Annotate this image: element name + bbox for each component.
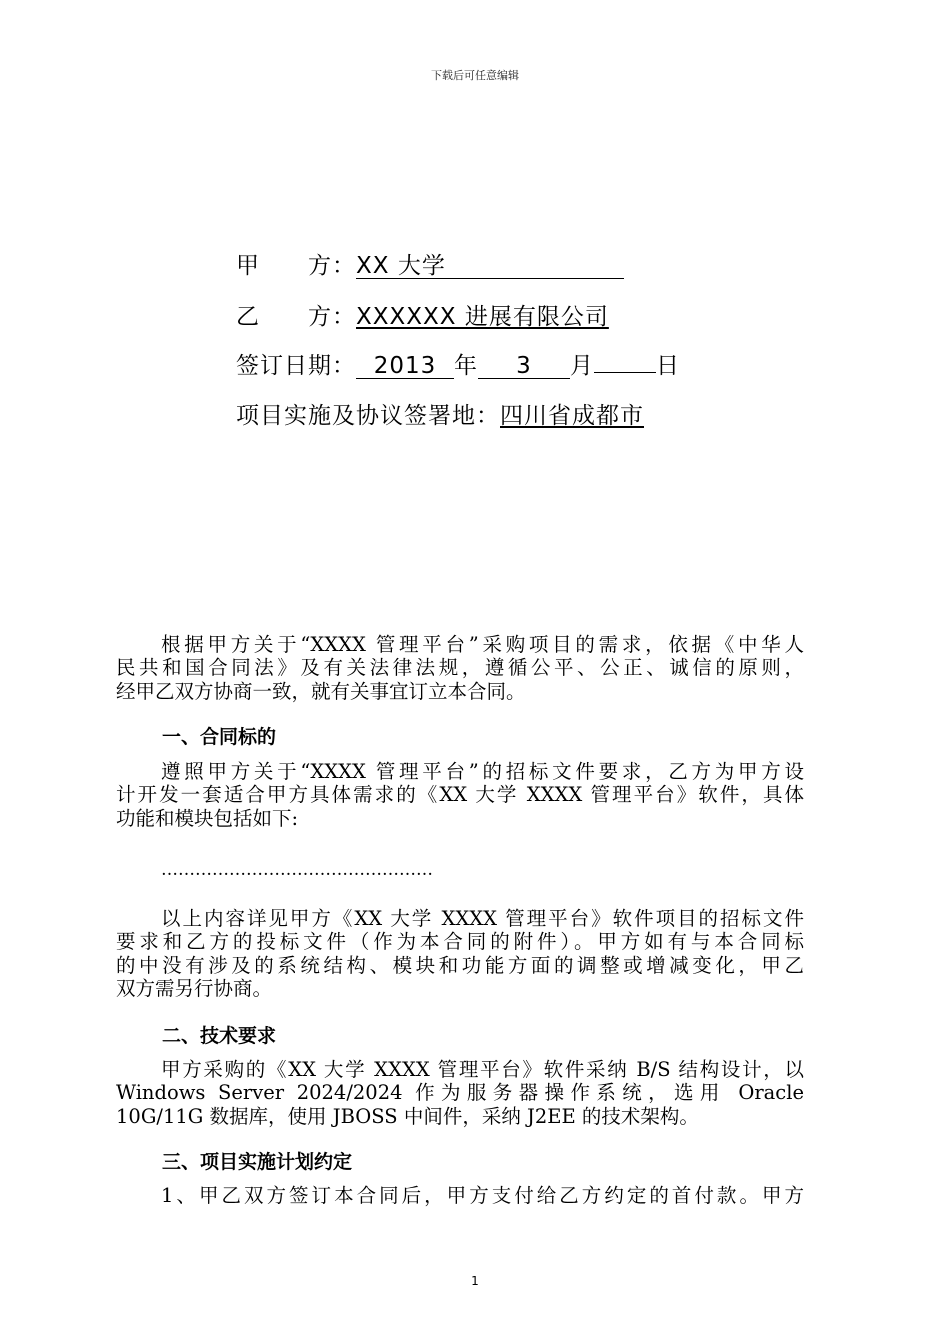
section-1-line: 的中没有涉及的系统结构、模块和功能方面的调整或增减变化，甲乙 xyxy=(116,953,804,977)
section-1-line: 遵照甲方关于“XXXX 管理平台”的招标文件要求，乙方为甲方设 xyxy=(161,760,804,783)
party-b-line xyxy=(236,298,609,331)
section-3-title: 三、项目实施计划约定 xyxy=(162,1151,353,1173)
party-a-label-char2: 方： xyxy=(308,253,356,279)
section-1-line: 双方需另行协商。 xyxy=(116,977,273,1001)
intro-line: 民共和国合同法》及有关法律法规，遵循公平、公正、诚信的原则， xyxy=(116,656,804,680)
sign-date-month: 3 xyxy=(478,354,570,379)
section-1-paragraph-2 xyxy=(116,907,804,1001)
intro-paragraph xyxy=(116,633,804,703)
location-label: 项目实施及协议签署地： xyxy=(236,403,500,429)
sign-date-month-unit: 月 xyxy=(570,353,594,379)
section-3-line: 1、甲乙双方签订本合同后，甲方支付给乙方约定的首付款。甲方 xyxy=(161,1184,804,1207)
sign-date-year: 2013 xyxy=(356,354,454,379)
intro-line: 经甲乙双方协商一致，就有关事宜订立本合同。 xyxy=(116,679,526,703)
section-2-paragraph xyxy=(116,1058,804,1128)
party-a-line xyxy=(236,247,624,280)
party-a-label-char1: 甲 xyxy=(236,253,260,279)
section-2-line: 10G/11G 数据库，使用 JBOSS 中间件，采纳 J2EE 的技术架构。 xyxy=(116,1104,699,1128)
section-1-line: 以上内容详见甲方《XX 大学 XXXX 管理平台》软件项目的招标文件 xyxy=(161,907,804,930)
party-b-label-char1: 乙 xyxy=(236,304,260,330)
sign-date-line xyxy=(236,347,680,380)
section-1-line: 功能和模块包括如下: xyxy=(116,806,299,830)
section-2-line: 甲方采购的《XX 大学 XXXX 管理平台》软件采纳 B/S 结构设计，以 xyxy=(161,1058,804,1081)
sign-date-day-unit: 日 xyxy=(656,353,680,379)
party-b-label-char2: 方： xyxy=(308,304,356,330)
section-3-paragraph xyxy=(116,1184,804,1207)
section-1-title: 一、合同标的 xyxy=(162,726,277,748)
section-1-line: 要求和乙方的投标文件（作为本合同的附件）。甲方如有与本合同标 xyxy=(116,930,804,954)
section-2-title: 二、技术要求 xyxy=(162,1025,277,1047)
party-a-value: XX 大学 xyxy=(356,254,624,279)
sign-date-year-unit: 年 xyxy=(454,353,478,379)
header-note: 下载后可任意编辑 xyxy=(431,69,519,82)
ellipsis-line: ………………………………………… xyxy=(161,860,433,880)
sign-date-label: 签订日期： xyxy=(236,353,356,379)
section-2-line: Windows Server 2024/2024 作为服务器操作系统，选用 Oracle xyxy=(116,1081,804,1105)
party-b-value: XXXXXX 进展有限公司 xyxy=(356,304,609,330)
sign-date-day xyxy=(594,372,656,373)
location-line xyxy=(236,397,644,430)
page-number: 1 xyxy=(471,1274,479,1288)
section-1-line: 计开发一套适合甲方具体需求的《XX 大学 XXXX 管理平台》软件，具体 xyxy=(116,783,804,807)
intro-line: 根据甲方关于“XXXX 管理平台”采购项目的需求，依据《中华人 xyxy=(161,633,804,656)
section-1-paragraph xyxy=(116,760,804,830)
location-value: 四川省成都市 xyxy=(500,403,644,429)
